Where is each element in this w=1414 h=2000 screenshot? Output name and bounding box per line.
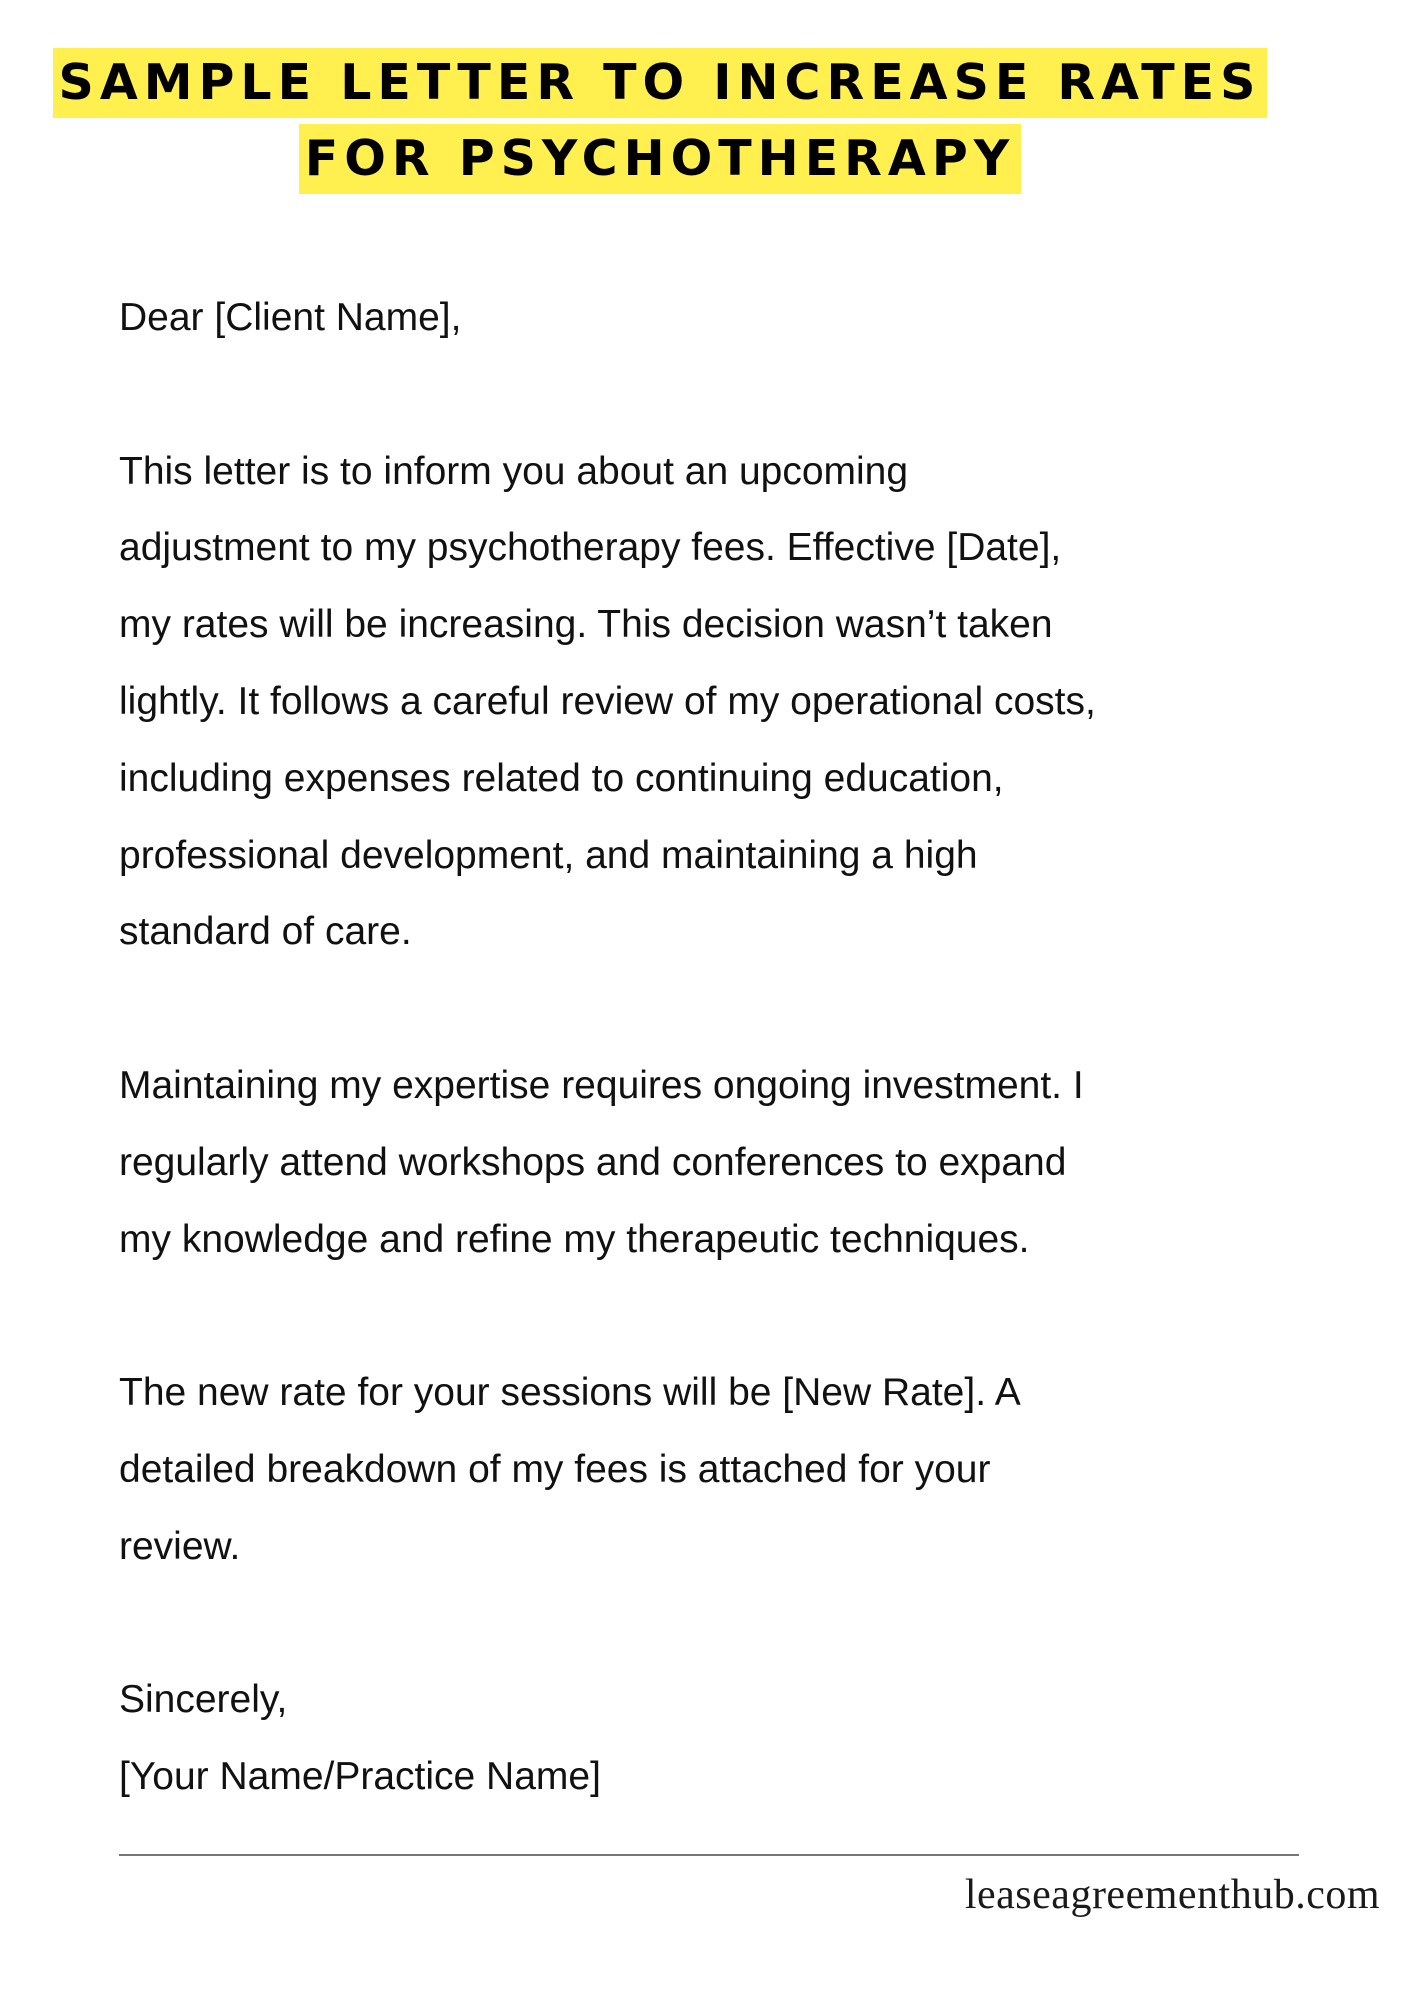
- text-line: detailed breakdown of my fees is attached for your: [119, 1447, 991, 1491]
- text-line: Maintaining my expertise requires ongoing investment. I: [119, 1063, 1084, 1107]
- paragraph-gap: [119, 1586, 1349, 1663]
- text-line: professional development, and maintaining a high: [119, 833, 978, 877]
- text-line: adjustment to my psychotherapy fees. Effective [Date],: [119, 526, 1062, 570]
- website-watermark: leaseagreementhub.com: [964, 1872, 1380, 1918]
- closing: Sincerely,: [119, 1678, 288, 1722]
- paragraph-2: [119, 1048, 1349, 1278]
- title-line-1: SAMPLE LETTER TO INCREASE RATES: [53, 48, 1268, 118]
- page-title: [0, 48, 1320, 194]
- title-line-2: FOR PSYCHOTHERAPY: [299, 124, 1021, 194]
- text-line: This letter is to inform you about an upcoming: [119, 449, 909, 493]
- letter-body: [119, 280, 1349, 1816]
- footer-divider: [119, 1854, 1299, 1856]
- text-line: including expenses related to continuing education,: [119, 756, 1004, 800]
- signature: [Your Name/Practice Name]: [119, 1755, 601, 1799]
- text-line: my knowledge and refine my therapeutic techniques.: [119, 1217, 1030, 1261]
- paragraph-1: [119, 434, 1349, 972]
- salutation: Dear [Client Name],: [119, 296, 462, 339]
- paragraph-3: [119, 1355, 1349, 1585]
- text-line: standard of care.: [119, 910, 412, 954]
- paragraph-gap: [119, 971, 1349, 1048]
- text-line: The new rate for your sessions will be [New Rate]. A: [119, 1371, 1021, 1415]
- text-line: lightly. It follows a careful review of my operational costs,: [119, 679, 1096, 723]
- text-line: regularly attend workshops and conferences to expand: [119, 1140, 1067, 1184]
- paragraph-gap: [119, 357, 1349, 434]
- text-line: my rates will be increasing. This decision wasn’t taken: [119, 603, 1053, 647]
- paragraph-gap: [119, 1278, 1349, 1355]
- text-line: review.: [119, 1524, 241, 1568]
